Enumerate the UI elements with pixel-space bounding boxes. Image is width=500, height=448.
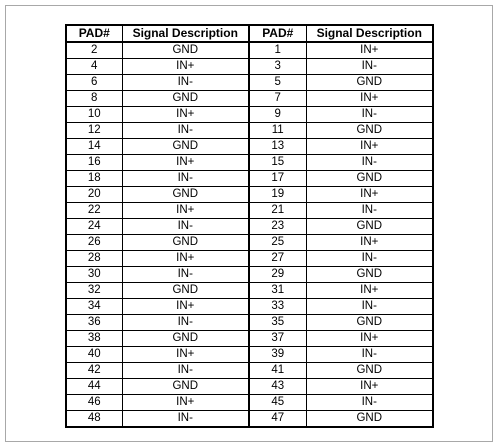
pad-right-cell: 33 <box>249 299 306 315</box>
signal-left-cell: GND <box>122 235 249 251</box>
pad-left-cell: 46 <box>66 395 122 411</box>
pad-left-cell: 8 <box>66 91 122 107</box>
signal-left-cell: IN+ <box>122 203 249 219</box>
pad-right-cell: 5 <box>249 75 306 91</box>
pad-left-cell: 34 <box>66 299 122 315</box>
signal-right-cell: GND <box>306 219 433 235</box>
signal-left-cell: IN+ <box>122 155 249 171</box>
pad-left-cell: 32 <box>66 283 122 299</box>
pad-right-cell: 13 <box>249 139 306 155</box>
table-row <box>66 283 433 299</box>
signal-right-cell: IN+ <box>306 42 433 59</box>
pad-right-cell: 21 <box>249 203 306 219</box>
table-row <box>66 123 433 139</box>
signal-right-cell: IN- <box>306 251 433 267</box>
table-row <box>66 411 433 428</box>
signal-left-cell: GND <box>122 139 249 155</box>
signal-right-cell: IN- <box>306 107 433 123</box>
table-row <box>66 379 433 395</box>
pad-left-cell: 44 <box>66 379 122 395</box>
table-row <box>66 107 433 123</box>
pad-right-cell: 29 <box>249 267 306 283</box>
table-row <box>66 363 433 379</box>
pad-right-cell: 9 <box>249 107 306 123</box>
pad-right-cell: 31 <box>249 283 306 299</box>
signal-left-cell: IN- <box>122 123 249 139</box>
pad-right-cell: 15 <box>249 155 306 171</box>
pad-left-cell: 36 <box>66 315 122 331</box>
signal-left-cell: GND <box>122 379 249 395</box>
pad-right-cell: 23 <box>249 219 306 235</box>
signal-right-cell: GND <box>306 315 433 331</box>
header-pad-left: PAD# <box>66 25 122 42</box>
signal-right-cell: IN+ <box>306 235 433 251</box>
table-row <box>66 42 433 59</box>
signal-left-cell: IN+ <box>122 347 249 363</box>
pad-right-cell: 35 <box>249 315 306 331</box>
table-row <box>66 75 433 91</box>
table-row <box>66 203 433 219</box>
table-row <box>66 299 433 315</box>
table-row <box>66 139 433 155</box>
header-signal-right: Signal Description <box>306 25 433 42</box>
signal-left-cell: IN- <box>122 363 249 379</box>
pad-right-cell: 45 <box>249 395 306 411</box>
table-row <box>66 187 433 203</box>
table-row <box>66 219 433 235</box>
pad-right-cell: 19 <box>249 187 306 203</box>
table-row <box>66 395 433 411</box>
signal-left-cell: IN- <box>122 267 249 283</box>
signal-right-cell: IN+ <box>306 331 433 347</box>
signal-left-cell: GND <box>122 283 249 299</box>
header-pad-right: PAD# <box>249 25 306 42</box>
signal-left-cell: IN+ <box>122 299 249 315</box>
pad-left-cell: 14 <box>66 139 122 155</box>
pad-left-cell: 6 <box>66 75 122 91</box>
signal-right-cell: GND <box>306 267 433 283</box>
signal-right-cell: IN- <box>306 59 433 75</box>
signal-right-cell: IN+ <box>306 139 433 155</box>
pad-right-cell: 7 <box>249 91 306 107</box>
pad-right-cell: 17 <box>249 171 306 187</box>
pad-right-cell: 11 <box>249 123 306 139</box>
pad-left-cell: 20 <box>66 187 122 203</box>
table-row <box>66 315 433 331</box>
signal-right-cell: IN- <box>306 347 433 363</box>
table-row <box>66 347 433 363</box>
signal-left-cell: IN+ <box>122 59 249 75</box>
signal-left-cell: IN- <box>122 219 249 235</box>
signal-left-cell: IN- <box>122 411 249 428</box>
pad-left-cell: 4 <box>66 59 122 75</box>
table-row <box>66 91 433 107</box>
signal-right-cell: GND <box>306 411 433 428</box>
signal-right-cell: IN+ <box>306 283 433 299</box>
signal-right-cell: IN+ <box>306 187 433 203</box>
pad-right-cell: 39 <box>249 347 306 363</box>
pad-right-cell: 3 <box>249 59 306 75</box>
pad-left-cell: 12 <box>66 123 122 139</box>
table-row <box>66 331 433 347</box>
pad-signal-table <box>65 24 434 428</box>
table-row <box>66 251 433 267</box>
signal-right-cell: IN+ <box>306 379 433 395</box>
pad-left-cell: 22 <box>66 203 122 219</box>
signal-right-cell: GND <box>306 123 433 139</box>
signal-right-cell: GND <box>306 75 433 91</box>
pad-right-cell: 37 <box>249 331 306 347</box>
signal-left-cell: IN- <box>122 75 249 91</box>
table-row <box>66 171 433 187</box>
signal-left-cell: IN+ <box>122 251 249 267</box>
pad-left-cell: 2 <box>66 42 122 59</box>
pad-right-cell: 1 <box>249 42 306 59</box>
signal-right-cell: GND <box>306 363 433 379</box>
pad-left-cell: 30 <box>66 267 122 283</box>
pad-left-cell: 26 <box>66 235 122 251</box>
pad-left-cell: 48 <box>66 411 122 428</box>
signal-left-cell: GND <box>122 187 249 203</box>
signal-right-cell: IN- <box>306 395 433 411</box>
signal-right-cell: IN- <box>306 155 433 171</box>
pad-right-cell: 41 <box>249 363 306 379</box>
pad-left-cell: 18 <box>66 171 122 187</box>
pad-left-cell: 24 <box>66 219 122 235</box>
signal-right-cell: GND <box>306 171 433 187</box>
pad-right-cell: 47 <box>249 411 306 428</box>
signal-left-cell: IN- <box>122 315 249 331</box>
pad-right-cell: 25 <box>249 235 306 251</box>
table-header-row <box>66 25 433 42</box>
signal-left-cell: GND <box>122 42 249 59</box>
signal-left-cell: GND <box>122 91 249 107</box>
signal-left-cell: GND <box>122 331 249 347</box>
table-row <box>66 235 433 251</box>
signal-left-cell: IN+ <box>122 107 249 123</box>
pad-right-cell: 27 <box>249 251 306 267</box>
pad-left-cell: 16 <box>66 155 122 171</box>
pad-left-cell: 42 <box>66 363 122 379</box>
table-row <box>66 155 433 171</box>
pad-left-cell: 40 <box>66 347 122 363</box>
pad-left-cell: 28 <box>66 251 122 267</box>
table-body <box>66 42 433 427</box>
header-signal-left: Signal Description <box>122 25 249 42</box>
signal-right-cell: IN- <box>306 299 433 315</box>
signal-left-cell: IN- <box>122 171 249 187</box>
pad-left-cell: 38 <box>66 331 122 347</box>
table-row <box>66 267 433 283</box>
pad-left-cell: 10 <box>66 107 122 123</box>
table-row <box>66 59 433 75</box>
signal-left-cell: IN+ <box>122 395 249 411</box>
signal-right-cell: IN+ <box>306 91 433 107</box>
pad-right-cell: 43 <box>249 379 306 395</box>
signal-right-cell: IN- <box>306 203 433 219</box>
